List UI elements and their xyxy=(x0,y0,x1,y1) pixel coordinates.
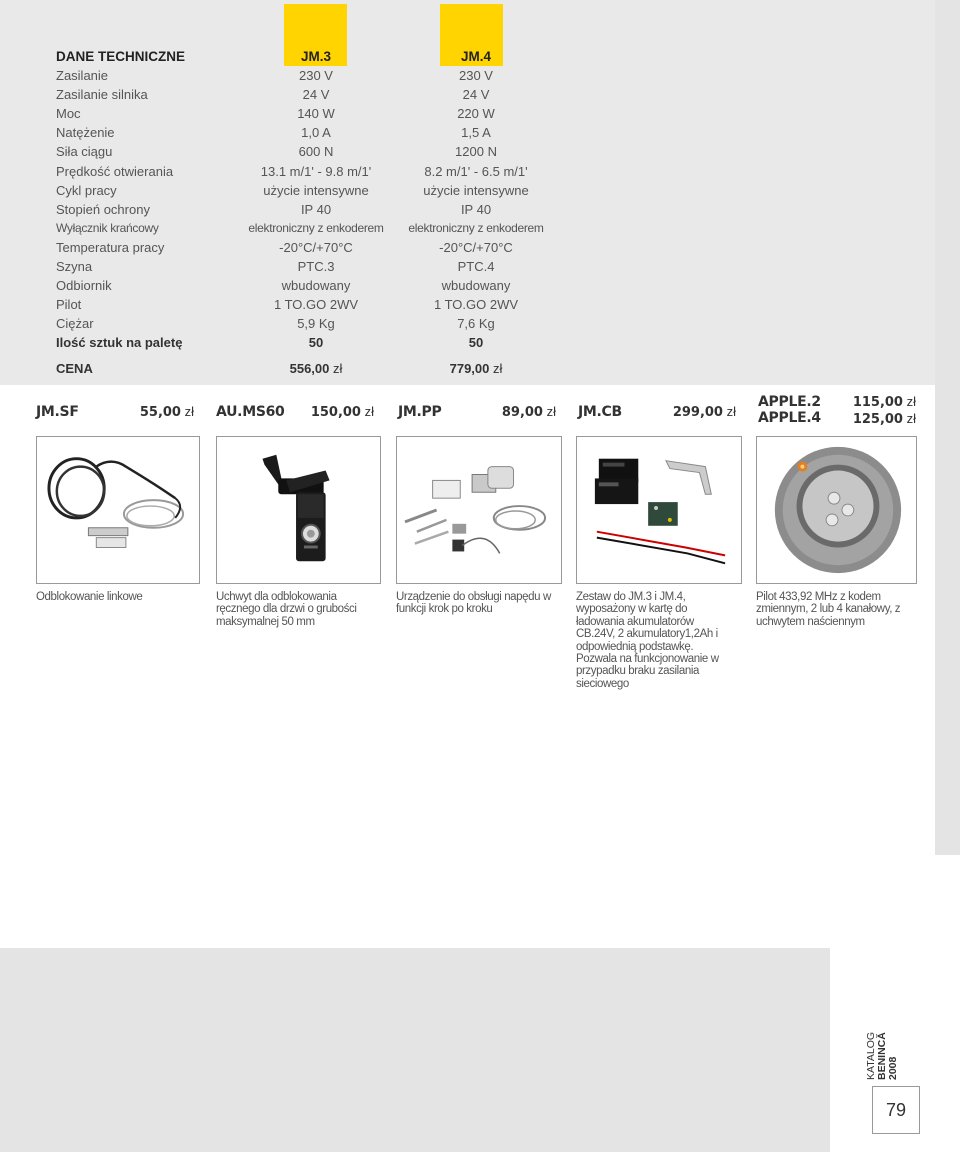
row-label: Moc xyxy=(56,106,81,122)
battery-kit-icon xyxy=(577,437,741,583)
door-handle-icon xyxy=(217,437,380,583)
product-photo-remote xyxy=(756,436,917,584)
row-value-jm3: użycie intensywne xyxy=(263,182,369,198)
product-header-jm-pp xyxy=(398,404,556,426)
row-value-jm3: -20°C/+70°C xyxy=(279,239,353,255)
price-currency: zł xyxy=(726,404,736,419)
product-photo-release-cable xyxy=(36,436,200,584)
catalog-vertical-text xyxy=(866,1032,899,1080)
table-row xyxy=(56,162,616,181)
price-currency: zł xyxy=(333,361,343,376)
row-value-jm4: użycie intensywne xyxy=(423,182,529,198)
table-row xyxy=(56,123,616,142)
row-value-jm4: 7,6 Kg xyxy=(457,316,495,332)
row-value-jm4: 220 W xyxy=(457,106,495,122)
product-header-apple xyxy=(758,394,916,428)
product-description: Odblokowanie linkowe xyxy=(36,591,143,603)
price-value: 125,00 xyxy=(852,412,903,427)
price-currency: zł xyxy=(906,394,916,409)
row-value-jm4: 1,5 A xyxy=(461,125,491,141)
price-currency: zł xyxy=(546,404,556,419)
row-value-jm3: 13.1 m/1' - 9.8 m/1' xyxy=(260,163,372,179)
price-jm4 xyxy=(386,359,566,379)
row-label: Stopień ochrony xyxy=(56,201,150,217)
row-value-jm3: elektroniczny z enkoderem xyxy=(248,220,384,235)
price-value: 779,00 xyxy=(449,361,490,376)
price-value: 55,00 xyxy=(139,405,181,420)
table-row xyxy=(56,219,616,238)
row-value-jm4: -20°C/+70°C xyxy=(439,239,513,255)
price-value: 556,00 xyxy=(289,361,330,376)
catalog-year: 2008 xyxy=(887,1056,899,1080)
row-label: Cykl pracy xyxy=(56,182,117,198)
row-value-jm4: 8.2 m/1' - 6.5 m/1' xyxy=(424,163,528,179)
row-value-jm3: 5,9 Kg xyxy=(297,316,335,332)
product-code: AU.MS60 xyxy=(216,404,285,420)
price-value: 115,00 xyxy=(852,395,903,410)
right-margin-band xyxy=(935,0,960,855)
table-row xyxy=(56,181,616,200)
row-label: Zasilanie xyxy=(56,68,109,84)
price-currency: zł xyxy=(493,361,503,376)
product-description: Zestaw do JM.3 i JM.4, wyposażony w kartę do ładowania akumulatorów CB.24V, 2 akumulatory1,2Ah i odpowiednią podstawkę. Pozwala na funkcjonowanie w przypadku braku zasilania sieciowego xyxy=(576,591,719,690)
row-label: Siła ciągu xyxy=(56,144,113,160)
remote-control-icon xyxy=(757,437,916,583)
product-code: JM.PP xyxy=(398,404,442,420)
price-row xyxy=(56,359,616,379)
product-photo-battery-kit xyxy=(576,436,742,584)
row-label: Prędkość otwierania xyxy=(56,163,174,179)
row-value-jm3: 1,0 A xyxy=(301,125,331,141)
product-description: Uchwyt dla odblokowania ręcznego dla drzwi o grubości maksymalnej 50 mm xyxy=(216,591,357,628)
table-header-label: DANE TECHNICZNE xyxy=(56,49,186,64)
table-row xyxy=(56,238,616,257)
product-description: Pilot 433,92 MHz z kodem zmiennym, 2 lub 4 kanałowy, z uchwytem naściennym xyxy=(756,591,901,628)
bottom-panel-background xyxy=(0,948,830,1152)
row-value-jm3: 140 W xyxy=(297,106,335,122)
row-value-jm4: 24 V xyxy=(462,87,490,103)
product-code-line: APPLE.4 xyxy=(758,410,821,426)
product-code: JM.CB xyxy=(578,404,622,420)
product-photo-step-device xyxy=(396,436,562,584)
row-value-jm4: wbudowany xyxy=(441,278,511,294)
row-value-jm4: PTC.4 xyxy=(457,259,495,275)
product-price xyxy=(673,404,736,420)
row-value-jm3: 1 TO.GO 2WV xyxy=(273,297,359,313)
price-currency: zł xyxy=(184,404,194,419)
product-price xyxy=(502,404,556,420)
row-label: Ciężar xyxy=(56,316,94,332)
row-value-jm3: 50 xyxy=(308,335,324,351)
row-label: Ilość sztuk na paletę xyxy=(56,335,183,351)
row-value-jm3: IP 40 xyxy=(300,201,332,217)
price-value: 150,00 xyxy=(310,405,361,420)
price-label: CENA xyxy=(56,361,93,376)
product-price xyxy=(140,404,194,420)
page-number: 79 xyxy=(885,1100,907,1120)
row-value-jm4: 1200 N xyxy=(455,144,497,160)
price-currency: zł xyxy=(906,411,916,426)
catalog-label xyxy=(866,1030,926,1090)
table-row xyxy=(56,85,616,104)
product-header-jm-sf xyxy=(36,404,194,426)
price-value: 89,00 xyxy=(501,405,543,420)
product-price xyxy=(311,404,374,420)
row-value-jm4: 1 TO.GO 2WV xyxy=(433,297,519,313)
catalog-brand: BENINCĂ xyxy=(876,1032,888,1080)
row-label: Pilot xyxy=(56,297,82,313)
row-value-jm4: 50 xyxy=(468,335,484,351)
product-header-au-ms60 xyxy=(216,404,374,426)
table-row xyxy=(56,276,616,295)
row-label: Odbiornik xyxy=(56,278,112,294)
row-value-jm4: elektroniczny z enkoderem xyxy=(408,220,544,235)
row-label: Temperatura pracy xyxy=(56,239,165,255)
column-header-jm4: JM.4 xyxy=(460,49,491,64)
table-row xyxy=(56,104,616,123)
row-value-jm3: 24 V xyxy=(302,87,330,103)
product-code: JM.SF xyxy=(36,404,79,420)
page-number-box xyxy=(872,1086,920,1134)
product-price xyxy=(853,394,916,428)
release-cable-icon xyxy=(37,437,199,583)
table-row xyxy=(56,142,616,161)
row-label: Szyna xyxy=(56,259,93,275)
row-value-jm3: 230 V xyxy=(299,68,333,84)
table-row xyxy=(56,295,616,314)
row-value-jm4: IP 40 xyxy=(460,201,492,217)
column-header-jm3: JM.3 xyxy=(300,49,331,64)
table-row xyxy=(56,200,616,219)
row-label: Zasilanie silnika xyxy=(56,87,148,103)
product-header-jm-cb xyxy=(578,404,736,426)
price-jm3 xyxy=(226,359,406,379)
table-row xyxy=(56,314,616,333)
table-row xyxy=(56,66,616,85)
row-value-jm3: 600 N xyxy=(298,144,334,160)
table-row xyxy=(56,257,616,276)
row-label: Natężenie xyxy=(56,125,115,141)
price-currency: zł xyxy=(364,404,374,419)
product-code-line: APPLE.2 xyxy=(758,394,821,410)
catalog-line: KATALOG xyxy=(865,1031,877,1080)
technical-data-table xyxy=(56,47,616,353)
product-code xyxy=(758,394,821,426)
row-value-jm3: wbudowany xyxy=(281,278,351,294)
control-kit-icon xyxy=(397,437,561,583)
row-value-jm3: PTC.3 xyxy=(297,259,335,275)
table-header-row xyxy=(56,47,616,66)
product-photo-handle xyxy=(216,436,381,584)
row-value-jm4: 230 V xyxy=(459,68,493,84)
product-description: Urządzenie do obsługi napędu w funkcji krok po kroku xyxy=(396,591,551,616)
table-row xyxy=(56,333,616,352)
row-label: Wyłącznik krańcowy xyxy=(56,220,159,235)
price-value: 299,00 xyxy=(672,405,723,420)
